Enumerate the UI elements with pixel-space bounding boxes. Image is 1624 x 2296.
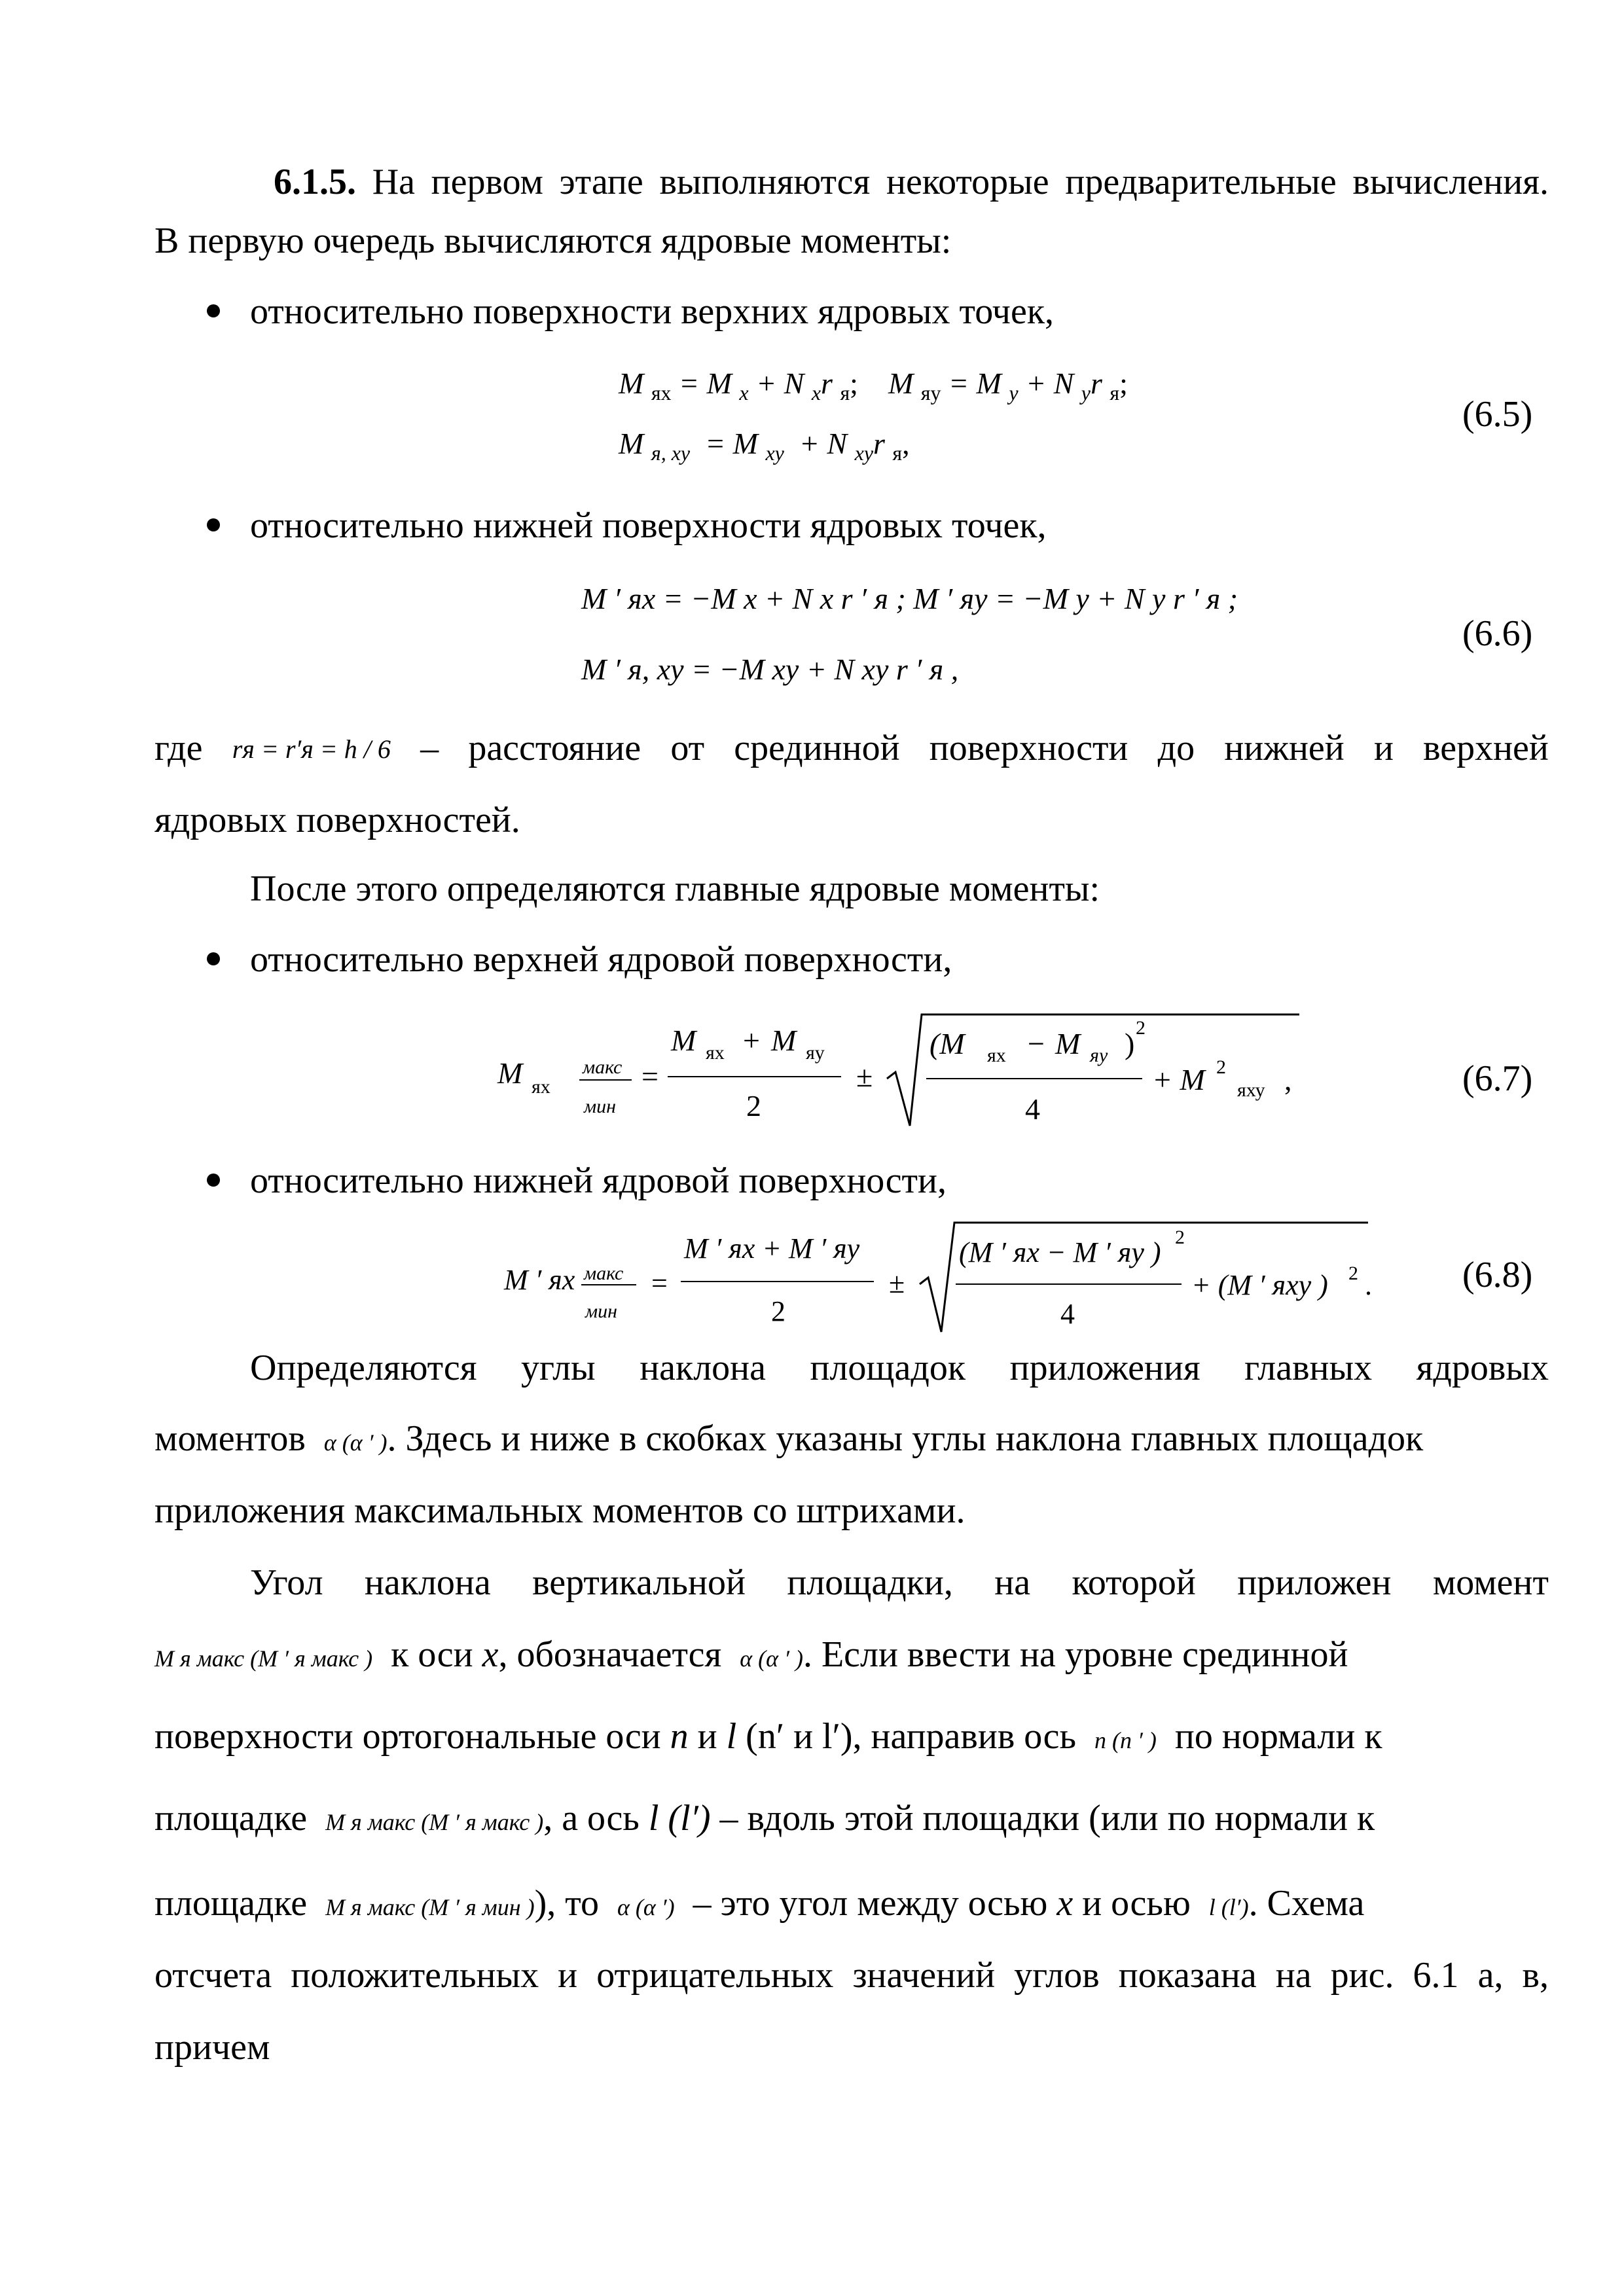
- word: На: [372, 162, 415, 202]
- equation-number-6-6: (6.6): [1462, 613, 1533, 654]
- eq68-pm: ±: [889, 1267, 905, 1299]
- word: ядровых: [1416, 1348, 1549, 1388]
- paragraph-4-line-2: M я макс (M ′ я макс ) к оси x, обозначается α (α ′ ). Если ввести на уровне срединной: [154, 1634, 1348, 1675]
- equation-6-7: [484, 995, 1309, 1139]
- eq68-numr: M ′ ях + M ′ яy: [684, 1232, 860, 1265]
- word: положительных: [291, 1955, 539, 1996]
- eq67-rnum: (M: [929, 1027, 965, 1060]
- where-line-1: [154, 730, 1549, 766]
- word: срединной: [734, 728, 900, 768]
- eq68-den: 2: [771, 1295, 785, 1327]
- eq67-plus: +: [743, 1024, 760, 1057]
- word: вертикальной: [532, 1562, 746, 1603]
- bullet-text-4: относительно нижней ядровой поверхности,: [250, 1160, 947, 1201]
- word: до: [1157, 728, 1195, 768]
- eq67-lhs-max: макс: [583, 1056, 623, 1078]
- eq68-rnum: (M ′ ях − M ′ яy ): [959, 1236, 1161, 1268]
- bullet-icon: [207, 1174, 220, 1187]
- word: выполняются: [659, 162, 871, 202]
- paragraph-4-line-6: [154, 1957, 1549, 1994]
- word: отрицательных: [596, 1955, 834, 1996]
- word: показана: [1118, 1955, 1257, 1996]
- word: нижней: [1224, 728, 1344, 768]
- eq68-lhs-min: мин: [585, 1300, 618, 1322]
- bullet-icon: [207, 952, 220, 965]
- inline-formula: α (α ′ ): [323, 1429, 388, 1456]
- word: на: [1275, 1955, 1312, 1996]
- word: и: [558, 1955, 578, 1996]
- word: предварительные: [1065, 162, 1337, 202]
- word: углов: [1014, 1955, 1100, 1996]
- word: поверхности: [929, 728, 1128, 768]
- word: некоторые: [886, 162, 1049, 202]
- word: 6.1: [1413, 1955, 1459, 1996]
- word: первом: [431, 162, 543, 202]
- equation-6-6-line-2: M ′ я, xy = −M xy + N xy r ′ я ,: [581, 653, 959, 686]
- word: вычисления.: [1352, 162, 1549, 202]
- eq67-pm: ±: [856, 1060, 873, 1093]
- eq67-tailsub: яху: [1237, 1079, 1265, 1101]
- equation-6-5-line-2: M $_{я, xy}$ = M $_{xy}$ + N $_{xy}$r $_я$,: [619, 427, 910, 465]
- paragraph-1-line-1: [274, 164, 1549, 200]
- word: верхней: [1423, 728, 1549, 768]
- equation-number-6-8: (6.8): [1462, 1255, 1533, 1295]
- eq68-tailpow: 2: [1348, 1263, 1358, 1284]
- word: рис.: [1330, 1955, 1394, 1996]
- equation-6-6-line-1: M ′ ях = −M x + N x r ′ я ; M ′ яy = −M y + N y r ′ я ;: [581, 582, 1238, 615]
- eq67-rm2: M: [1055, 1027, 1081, 1060]
- equation-number-6-5: (6.5): [1462, 394, 1533, 435]
- bullet-icon: [207, 304, 220, 317]
- equation-number-6-7: (6.7): [1462, 1058, 1533, 1099]
- paragraph-1-line-2: В первую очередь вычисляются ядровые моменты:: [154, 221, 952, 261]
- inline-formula: n (n ′ ): [1094, 1727, 1157, 1753]
- word: где: [154, 728, 203, 768]
- equation-6-5-line-1: M $_{ях}$ = M $_x$ + N $_x$r $_я$; M $_{яy}$ = M $_y$ + N $_y$r $_я$;: [619, 367, 1128, 405]
- inline-formula: M я макс (M ′ я мин ): [325, 1894, 535, 1920]
- word: а,: [1477, 1955, 1504, 1996]
- eq67-lhs-min: мин: [584, 1096, 617, 1117]
- eq67-rs1: ях: [987, 1045, 1006, 1066]
- paragraph-3-line-1: [250, 1350, 1549, 1386]
- inline-formula: α (α ′ ): [740, 1645, 803, 1672]
- bullet-text-3: относительно верхней ядровой поверхности,: [250, 939, 952, 980]
- eq68-lhs: M ′ ях: [504, 1264, 575, 1296]
- eq67-num1s: ях: [706, 1042, 725, 1064]
- inline-formula: M я макс (M ′ я макс ): [154, 1645, 373, 1672]
- eq68-pow: 2: [1175, 1227, 1185, 1248]
- eq68-lhs-max: макс: [584, 1263, 624, 1284]
- eq67-num2s: яy: [806, 1042, 825, 1064]
- word: приложен: [1237, 1562, 1392, 1603]
- inline-formula: α (α ′): [617, 1894, 675, 1920]
- word: на: [994, 1562, 1031, 1603]
- word: углы: [520, 1348, 596, 1388]
- eq67-rden: 4: [1025, 1092, 1040, 1126]
- eq67-equals: =: [641, 1060, 659, 1093]
- eq68-equals: =: [651, 1267, 668, 1299]
- paragraph-4-line-7: причем: [154, 2027, 270, 2068]
- eq67-lhs-m: M: [497, 1056, 523, 1090]
- paragraph-4-line-5: площадке M я макс (M ′ я мин )), то α (α ′) – это угол между осью x и осью l (l′). Схема: [154, 1883, 1365, 1924]
- eq67-pow: 2: [1136, 1017, 1146, 1039]
- bullet-text-1: относительно поверхности верхних ядровых точек,: [250, 291, 1055, 332]
- eq68-dot: .: [1365, 1269, 1372, 1301]
- eq67-minus: −: [1028, 1027, 1045, 1060]
- eq67-den: 2: [746, 1089, 761, 1122]
- word: значений: [852, 1955, 996, 1996]
- eq67-tail: + M: [1152, 1063, 1205, 1096]
- word: этапе: [559, 162, 643, 202]
- eq67-rs2: яy: [1090, 1045, 1108, 1066]
- paragraph-3-line-3: приложения максимальных моментов со штрихами.: [154, 1490, 965, 1531]
- eq67-rclose: ): [1125, 1027, 1135, 1060]
- word: и: [1373, 728, 1394, 768]
- word: Определяются: [250, 1348, 477, 1388]
- paragraph-4-line-3: поверхности ортогональные оси n и l (n′ и l′), направив ось n (n ′ ) по нормали к: [154, 1716, 1382, 1757]
- inline-formula: M я макс (M ′ я макс ): [325, 1809, 544, 1835]
- eq67-num1: M: [671, 1024, 696, 1057]
- eq67-comma: ,: [1284, 1063, 1292, 1096]
- bullet-text-2: относительно нижней поверхности ядровых точек,: [250, 505, 1047, 546]
- eq67-lhs-sub: ях: [532, 1076, 550, 1098]
- bullet-icon: [207, 518, 220, 531]
- word: момент: [1432, 1562, 1549, 1603]
- paragraph-2: После этого определяются главные ядровые моменты:: [250, 869, 1100, 909]
- word: –: [420, 728, 439, 768]
- equation-6-8: [497, 1211, 1401, 1342]
- eq67-num2: M: [771, 1024, 797, 1057]
- word: площадки,: [787, 1562, 953, 1603]
- paragraph-3-line-2: моментов α (α ′ ). Здесь и ниже в скобках указаны углы наклона главных площадок: [154, 1418, 1424, 1459]
- inline-formula: rя = r′я = h / 6: [232, 734, 391, 764]
- word: главных: [1244, 1348, 1373, 1388]
- word: Угол: [250, 1562, 323, 1603]
- word: расстояние: [468, 728, 641, 768]
- word: которой: [1072, 1562, 1196, 1603]
- eq68-rden: 4: [1060, 1298, 1075, 1330]
- word: площадок: [810, 1348, 966, 1388]
- word: наклона: [364, 1562, 491, 1603]
- word: наклона: [640, 1348, 766, 1388]
- section-label: 6.1.5.: [274, 162, 356, 202]
- word: от: [670, 728, 705, 768]
- word: отсчета: [154, 1955, 272, 1996]
- inline-formula: l (l′): [1208, 1894, 1249, 1920]
- word: приложения: [1009, 1348, 1200, 1388]
- eq67-tailpow: 2: [1216, 1056, 1226, 1078]
- eq68-tail: + (M ′ яху ): [1191, 1269, 1328, 1301]
- word: в,: [1522, 1955, 1549, 1996]
- where-line-2: ядровых поверхностей.: [154, 800, 520, 840]
- paragraph-4-line-1: [250, 1564, 1549, 1601]
- paragraph-4-line-4: площадке M я макс (M ′ я макс ), а ось l (l′) – вдоль этой площадки (или по нормали к: [154, 1798, 1375, 1839]
